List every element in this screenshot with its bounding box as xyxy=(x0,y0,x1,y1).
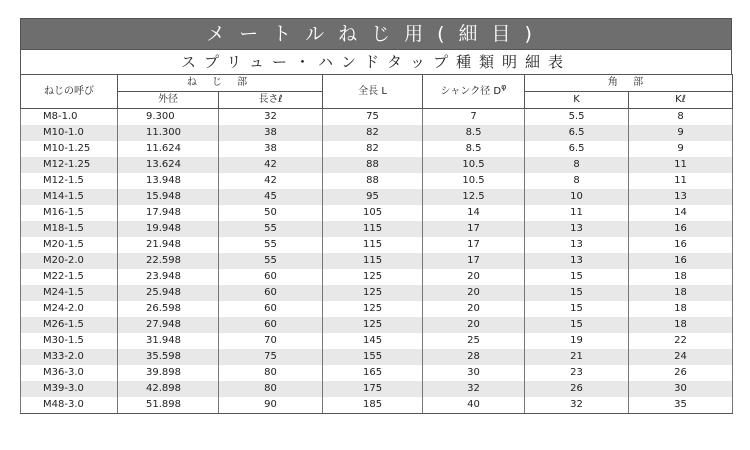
cell-outer-diameter: 25.948 xyxy=(118,285,219,301)
cell-total-length: 175 xyxy=(323,381,423,397)
cell-nominal: M16-1.5 xyxy=(21,205,118,221)
table-row xyxy=(21,253,733,269)
cell-k: 8 xyxy=(525,173,629,189)
cell-k: 15 xyxy=(525,285,629,301)
table-row xyxy=(21,381,733,397)
header-square-group: 角 部 xyxy=(525,75,733,92)
table-row xyxy=(21,141,733,157)
cell-nominal: M10-1.25 xyxy=(21,141,118,157)
cell-nominal: M18-1.5 xyxy=(21,221,118,237)
cell-shank-diameter: 10.5 xyxy=(423,173,525,189)
cell-shank-diameter: 20 xyxy=(423,269,525,285)
cell-shank-diameter: 30 xyxy=(423,365,525,381)
cell-thread-length: 32 xyxy=(219,109,323,126)
cell-total-length: 165 xyxy=(323,365,423,381)
table-row xyxy=(21,397,733,414)
cell-total-length: 155 xyxy=(323,349,423,365)
cell-nominal: M24-1.5 xyxy=(21,285,118,301)
cell-nominal: M14-1.5 xyxy=(21,189,118,205)
table-row xyxy=(21,285,733,301)
cell-nominal: M26-1.5 xyxy=(21,317,118,333)
cell-total-length: 125 xyxy=(323,317,423,333)
header-thread-group: ね じ 部 xyxy=(118,75,323,92)
cell-total-length: 95 xyxy=(323,189,423,205)
cell-nominal: M30-1.5 xyxy=(21,333,118,349)
cell-k: 10 xyxy=(525,189,629,205)
cell-k: 19 xyxy=(525,333,629,349)
table-row xyxy=(21,205,733,221)
cell-outer-diameter: 39.898 xyxy=(118,365,219,381)
cell-outer-diameter: 51.898 xyxy=(118,397,219,414)
cell-kl: 26 xyxy=(629,365,733,381)
cell-shank-diameter: 32 xyxy=(423,381,525,397)
cell-kl: 11 xyxy=(629,173,733,189)
tap-spec-table xyxy=(20,74,733,414)
cell-thread-length: 45 xyxy=(219,189,323,205)
cell-k: 32 xyxy=(525,397,629,414)
cell-k: 6.5 xyxy=(525,141,629,157)
cell-k: 15 xyxy=(525,301,629,317)
cell-kl: 16 xyxy=(629,237,733,253)
cell-outer-diameter: 26.598 xyxy=(118,301,219,317)
page-title: メートルねじ用(細目) xyxy=(20,18,732,49)
cell-total-length: 82 xyxy=(323,141,423,157)
cell-kl: 9 xyxy=(629,125,733,141)
table-row xyxy=(21,269,733,285)
cell-k: 15 xyxy=(525,317,629,333)
cell-k: 13 xyxy=(525,221,629,237)
table-row xyxy=(21,109,733,126)
cell-nominal: M12-1.5 xyxy=(21,173,118,189)
cell-total-length: 115 xyxy=(323,253,423,269)
spec-sheet xyxy=(20,18,732,414)
header-outer-diameter: 外径 xyxy=(118,92,219,109)
cell-shank-diameter: 8.5 xyxy=(423,125,525,141)
cell-thread-length: 60 xyxy=(219,301,323,317)
cell-shank-diameter: 17 xyxy=(423,221,525,237)
cell-outer-diameter: 11.624 xyxy=(118,141,219,157)
cell-outer-diameter: 19.948 xyxy=(118,221,219,237)
header-nominal: ねじの呼び xyxy=(21,75,118,109)
table-row xyxy=(21,301,733,317)
cell-outer-diameter: 15.948 xyxy=(118,189,219,205)
cell-nominal: M33-2.0 xyxy=(21,349,118,365)
cell-thread-length: 50 xyxy=(219,205,323,221)
cell-k: 23 xyxy=(525,365,629,381)
cell-total-length: 115 xyxy=(323,237,423,253)
cell-k: 5.5 xyxy=(525,109,629,126)
cell-outer-diameter: 35.598 xyxy=(118,349,219,365)
cell-total-length: 185 xyxy=(323,397,423,414)
cell-k: 15 xyxy=(525,269,629,285)
cell-shank-diameter: 17 xyxy=(423,237,525,253)
header-thread-length: 長さℓ xyxy=(219,92,323,109)
cell-shank-diameter: 25 xyxy=(423,333,525,349)
cell-shank-diameter: 40 xyxy=(423,397,525,414)
cell-kl: 18 xyxy=(629,317,733,333)
cell-thread-length: 60 xyxy=(219,317,323,333)
cell-shank-diameter: 17 xyxy=(423,253,525,269)
cell-kl: 22 xyxy=(629,333,733,349)
cell-k: 21 xyxy=(525,349,629,365)
cell-outer-diameter: 31.948 xyxy=(118,333,219,349)
cell-shank-diameter: 28 xyxy=(423,349,525,365)
cell-kl: 11 xyxy=(629,157,733,173)
cell-total-length: 125 xyxy=(323,285,423,301)
cell-outer-diameter: 22.598 xyxy=(118,253,219,269)
table-row xyxy=(21,317,733,333)
cell-kl: 30 xyxy=(629,381,733,397)
cell-outer-diameter: 42.898 xyxy=(118,381,219,397)
cell-k: 11 xyxy=(525,205,629,221)
cell-nominal: M24-2.0 xyxy=(21,301,118,317)
cell-total-length: 75 xyxy=(323,109,423,126)
cell-kl: 24 xyxy=(629,349,733,365)
table-row xyxy=(21,333,733,349)
cell-outer-diameter: 9.300 xyxy=(118,109,219,126)
table-row xyxy=(21,173,733,189)
table-row xyxy=(21,157,733,173)
cell-total-length: 125 xyxy=(323,269,423,285)
table-row xyxy=(21,237,733,253)
cell-total-length: 88 xyxy=(323,173,423,189)
table-row xyxy=(21,221,733,237)
header-shank-phi: φ xyxy=(501,82,507,92)
cell-nominal: M48-3.0 xyxy=(21,397,118,414)
cell-thread-length: 90 xyxy=(219,397,323,414)
cell-shank-diameter: 7 xyxy=(423,109,525,126)
table-body xyxy=(21,109,733,414)
cell-thread-length: 38 xyxy=(219,125,323,141)
table-row xyxy=(21,125,733,141)
cell-thread-length: 80 xyxy=(219,365,323,381)
table-row xyxy=(21,365,733,381)
cell-k: 13 xyxy=(525,253,629,269)
cell-shank-diameter: 14 xyxy=(423,205,525,221)
header-shank-diameter xyxy=(423,75,525,109)
cell-nominal: M20-1.5 xyxy=(21,237,118,253)
cell-nominal: M39-3.0 xyxy=(21,381,118,397)
cell-thread-length: 70 xyxy=(219,333,323,349)
cell-shank-diameter: 10.5 xyxy=(423,157,525,173)
cell-thread-length: 60 xyxy=(219,269,323,285)
cell-kl: 18 xyxy=(629,301,733,317)
cell-nominal: M8-1.0 xyxy=(21,109,118,126)
cell-shank-diameter: 8.5 xyxy=(423,141,525,157)
cell-outer-diameter: 23.948 xyxy=(118,269,219,285)
table-subtitle: スプリュー・ハンドタップ種類明細表 xyxy=(20,49,732,74)
cell-nominal: M20-2.0 xyxy=(21,253,118,269)
cell-kl: 14 xyxy=(629,205,733,221)
cell-shank-diameter: 20 xyxy=(423,317,525,333)
cell-kl: 18 xyxy=(629,269,733,285)
cell-total-length: 145 xyxy=(323,333,423,349)
cell-kl: 8 xyxy=(629,109,733,126)
cell-outer-diameter: 21.948 xyxy=(118,237,219,253)
cell-outer-diameter: 13.624 xyxy=(118,157,219,173)
cell-thread-length: 55 xyxy=(219,253,323,269)
cell-thread-length: 42 xyxy=(219,173,323,189)
cell-k: 26 xyxy=(525,381,629,397)
cell-k: 8 xyxy=(525,157,629,173)
cell-k: 6.5 xyxy=(525,125,629,141)
cell-kl: 16 xyxy=(629,253,733,269)
cell-thread-length: 80 xyxy=(219,381,323,397)
cell-outer-diameter: 13.948 xyxy=(118,173,219,189)
cell-kl: 13 xyxy=(629,189,733,205)
cell-thread-length: 55 xyxy=(219,237,323,253)
header-kl: Kℓ xyxy=(629,92,733,109)
header-k: K xyxy=(525,92,629,109)
cell-total-length: 82 xyxy=(323,125,423,141)
cell-total-length: 115 xyxy=(323,221,423,237)
cell-total-length: 105 xyxy=(323,205,423,221)
cell-thread-length: 42 xyxy=(219,157,323,173)
cell-total-length: 88 xyxy=(323,157,423,173)
cell-nominal: M12-1.25 xyxy=(21,157,118,173)
cell-k: 13 xyxy=(525,237,629,253)
cell-thread-length: 55 xyxy=(219,221,323,237)
cell-kl: 16 xyxy=(629,221,733,237)
table-row xyxy=(21,189,733,205)
cell-kl: 9 xyxy=(629,141,733,157)
cell-shank-diameter: 20 xyxy=(423,285,525,301)
cell-kl: 35 xyxy=(629,397,733,414)
header-total-length: 全長 L xyxy=(323,75,423,109)
cell-nominal: M10-1.0 xyxy=(21,125,118,141)
cell-total-length: 125 xyxy=(323,301,423,317)
cell-outer-diameter: 27.948 xyxy=(118,317,219,333)
header-shank-label: シャンク径 D xyxy=(440,85,502,97)
cell-nominal: M36-3.0 xyxy=(21,365,118,381)
cell-shank-diameter: 12.5 xyxy=(423,189,525,205)
cell-thread-length: 75 xyxy=(219,349,323,365)
table-row xyxy=(21,349,733,365)
cell-kl: 18 xyxy=(629,285,733,301)
cell-shank-diameter: 20 xyxy=(423,301,525,317)
cell-outer-diameter: 17.948 xyxy=(118,205,219,221)
cell-thread-length: 60 xyxy=(219,285,323,301)
cell-thread-length: 38 xyxy=(219,141,323,157)
cell-outer-diameter: 11.300 xyxy=(118,125,219,141)
cell-nominal: M22-1.5 xyxy=(21,269,118,285)
